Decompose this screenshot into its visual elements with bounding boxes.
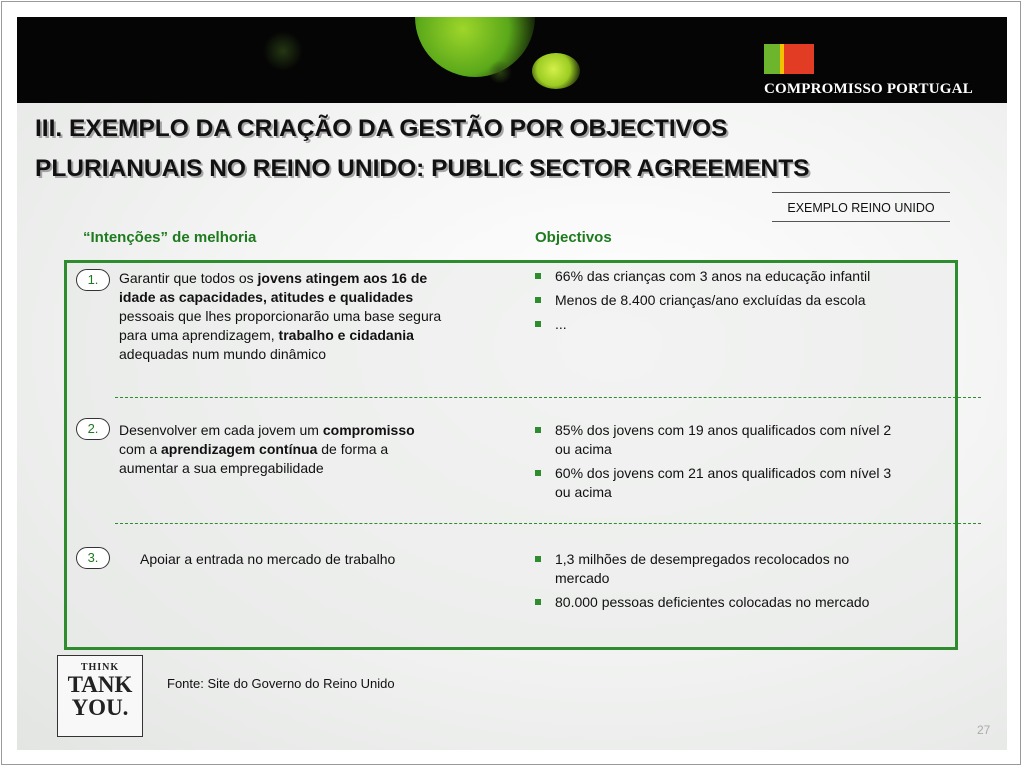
intent-text-segment: de forma a aumentar a sua empregabilidade [119, 441, 389, 476]
objective-item: 80.000 pessoas deficientes colocadas no mercado [534, 593, 894, 612]
objective-item: 66% das crianças com 3 anos na educação infantil [534, 267, 894, 286]
intent-text [119, 421, 419, 478]
intent-text-segment: adequadas num mundo dinâmico [119, 346, 327, 362]
row-number-badge: 3. [76, 547, 110, 569]
row-separator [115, 523, 981, 524]
intent-text [140, 550, 460, 569]
intent-text-bold: compromisso [322, 422, 415, 438]
slide-title-line2: PLURIANUAIS NO REINO UNIDO: PUBLIC SECTOR AGREEMENTS [35, 155, 810, 182]
objective-item: 60% dos jovens com 21 anos qualificados com nível 3 ou acima [534, 464, 894, 502]
decorative-green-sphere [532, 53, 580, 89]
decorative-blob [263, 31, 303, 71]
intent-text-segment: Desenvolver em cada jovem um [119, 422, 323, 438]
brand-name: COMPROMISSO PORTUGAL [764, 81, 973, 97]
intent-text-segment: Apoiar a entrada no mercado de trabalho [140, 551, 396, 567]
intent-text-bold: aprendizagem contínua [161, 441, 318, 457]
tag-divider-top [772, 192, 950, 193]
objectives-list [534, 267, 894, 339]
row-number-badge: 1. [76, 269, 110, 291]
intent-text-segment: pessoais que lhes proporcionarão uma base segura para uma aprendizagem, [119, 308, 442, 343]
brand-stripe-red [784, 44, 814, 74]
row-number-badge: 2. [76, 418, 110, 440]
column-header-objectives: Objectivos [535, 229, 612, 246]
decorative-green-sphere [415, 17, 535, 77]
page-number: 27 [977, 723, 991, 737]
intent-text-bold: jovens atingem aos 16 de idade as capacidades, atitudes e qualidades [119, 270, 428, 305]
intent-text [119, 269, 455, 364]
slide-title-line1: III. EXEMPLO DA CRIAÇÃO DA GESTÃO POR OBJECTIVOS [35, 115, 728, 142]
logo-think: THINK [80, 662, 120, 673]
think-tank-you-logo [57, 655, 143, 737]
slide-title [35, 109, 975, 189]
row-separator [115, 397, 981, 398]
brand-logo-mark [764, 44, 814, 74]
source-note: Fonte: Site do Governo do Reino Unido [167, 676, 395, 691]
example-tag: EXEMPLO REINO UNIDO [787, 201, 935, 215]
intent-text-bold: trabalho e cidadania [278, 327, 414, 343]
intent-text-segment: com a [119, 441, 162, 457]
decorative-blob [487, 61, 513, 83]
column-header-intentions: “Intenções” de melhoria [83, 229, 257, 246]
tag-divider-bottom [772, 221, 950, 222]
brand-stripe-green [764, 44, 780, 74]
objectives-list [534, 421, 894, 507]
objectives-list [534, 550, 894, 617]
objective-item: 85% dos jovens com 19 anos qualificados com nível 2 ou acima [534, 421, 894, 459]
logo-you: YOU. [71, 695, 129, 720]
intent-text-segment: Garantir que todos os [119, 270, 258, 286]
objective-item: 1,3 milhões de desempregados recolocados no mercado [534, 550, 894, 588]
slide [17, 17, 1007, 750]
header-banner [17, 17, 1007, 103]
logo-tank: TANK [67, 672, 133, 697]
objective-item: ... [534, 315, 894, 334]
objective-item: Menos de 8.400 crianças/ano excluídas da escola [534, 291, 894, 310]
